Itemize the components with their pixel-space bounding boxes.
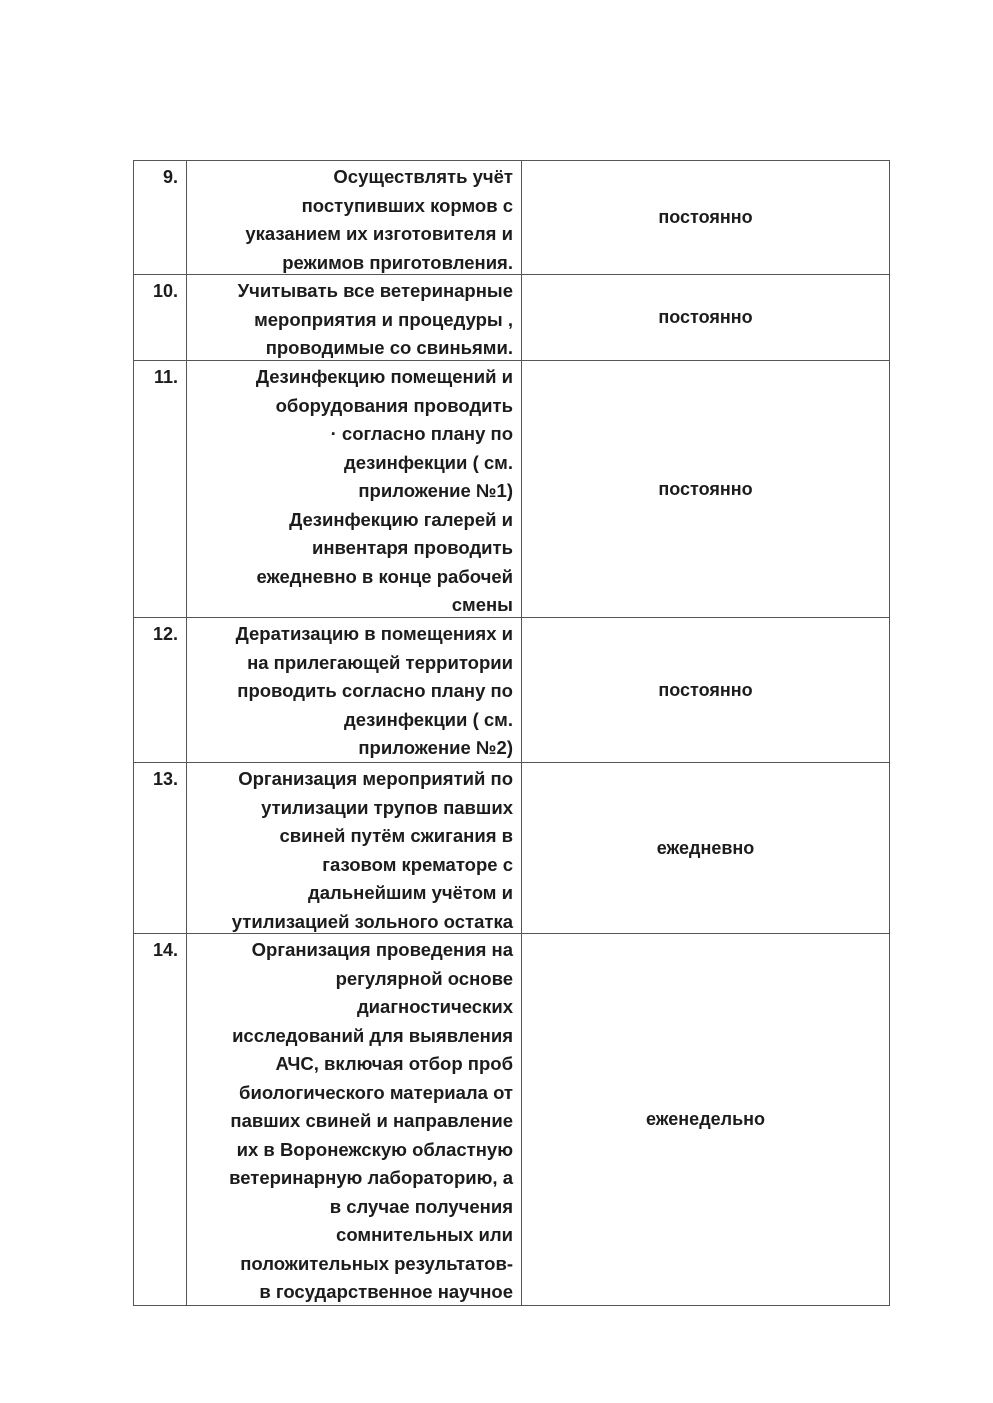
row-number: 14. (134, 934, 187, 1305)
description-line: приложение №1) (358, 480, 513, 501)
description-line: на прилегающей территории (247, 651, 513, 673)
description-line: АЧС, включая отбор проб (275, 1053, 513, 1074)
description-line: поступивших кормов с (301, 194, 513, 216)
description-line: в государственное научное (259, 1281, 513, 1302)
measure-period: постоянно (658, 207, 753, 227)
period-cell (522, 763, 890, 933)
period-cell (522, 618, 890, 762)
description-line: инвентаря проводить (312, 537, 513, 558)
measure-description (187, 618, 522, 762)
period-cell (522, 361, 890, 617)
row-number: 11. (134, 361, 187, 617)
measure-period: ежедневно (656, 837, 755, 858)
description-line: газовом крематоре с (322, 853, 513, 875)
table-row (134, 275, 890, 361)
description-line: свиней путём сжигания в (279, 825, 513, 846)
description-line: Организация мероприятий по (238, 768, 513, 789)
description-line: Учитывать все ветеринарные (237, 280, 513, 301)
description-line: оборудования проводить (275, 394, 513, 416)
description-line: исследований для выявления (232, 1024, 513, 1046)
table-row (134, 763, 890, 934)
row-number: 10. (134, 275, 187, 360)
description-line: ветеринарную лабораторию, а (229, 1167, 513, 1188)
measure-description (187, 763, 522, 933)
description-line: Дератизацию в помещениях и (235, 623, 513, 644)
period-cell (522, 161, 890, 274)
description-line: ежедневно в конце рабочей (256, 565, 513, 587)
description-line: положительных результатов- (240, 1252, 513, 1274)
description-line: Осуществлять учёт (333, 166, 513, 187)
description-line: Дезинфекцию помещений и (255, 366, 513, 387)
description-line: дезинфекции ( см. (344, 708, 513, 730)
description-line: Организация проведения на (251, 939, 513, 960)
period-cell (522, 275, 890, 360)
description-line: в случае получения (329, 1195, 513, 1217)
period-cell (522, 934, 890, 1305)
description-line: их в Воронежскую областную (236, 1138, 513, 1160)
row-number: 13. (134, 763, 187, 933)
description-line: Дезинфекцию галерей и (289, 508, 513, 530)
description-line: утилизации трупов павших (261, 796, 513, 818)
description-line: дезинфекции ( см. (344, 451, 513, 473)
row-number: 12. (134, 618, 187, 762)
measure-description (187, 275, 522, 360)
measure-description (187, 161, 522, 274)
description-line: дальнейшим учётом и (308, 882, 513, 903)
description-line: павших свиней и направление (230, 1110, 513, 1131)
row-number: 9. (134, 161, 187, 274)
measure-period: постоянно (658, 679, 753, 700)
description-line: проводимые со свиньями. (265, 337, 513, 358)
description-line: приложение №2) (358, 737, 513, 758)
measure-description (187, 361, 522, 617)
description-line: биологического материала от (239, 1081, 513, 1103)
description-line: · согласно плану по (330, 423, 513, 444)
description-line: регулярной основе (335, 967, 513, 989)
measures-table (133, 160, 890, 1306)
table-row (134, 361, 890, 618)
measure-period: постоянно (658, 478, 753, 499)
table-row (134, 161, 890, 275)
description-line: мероприятия и процедуры , (254, 308, 513, 330)
description-line: режимов приготовления. (282, 251, 513, 273)
description-line: указанием их изготовителя и (245, 223, 513, 244)
measure-period: еженедельно (646, 1109, 765, 1129)
table-row (134, 618, 890, 763)
description-line: утилизацией зольного остатка (231, 910, 513, 932)
measure-description (187, 934, 522, 1305)
description-line: сомнительных или (336, 1224, 513, 1245)
description-line: смены (451, 594, 513, 615)
description-line: диагностических (356, 996, 513, 1017)
measure-period: постоянно (658, 307, 753, 327)
table-row (134, 934, 890, 1306)
description-line: проводить согласно плану по (237, 680, 513, 701)
